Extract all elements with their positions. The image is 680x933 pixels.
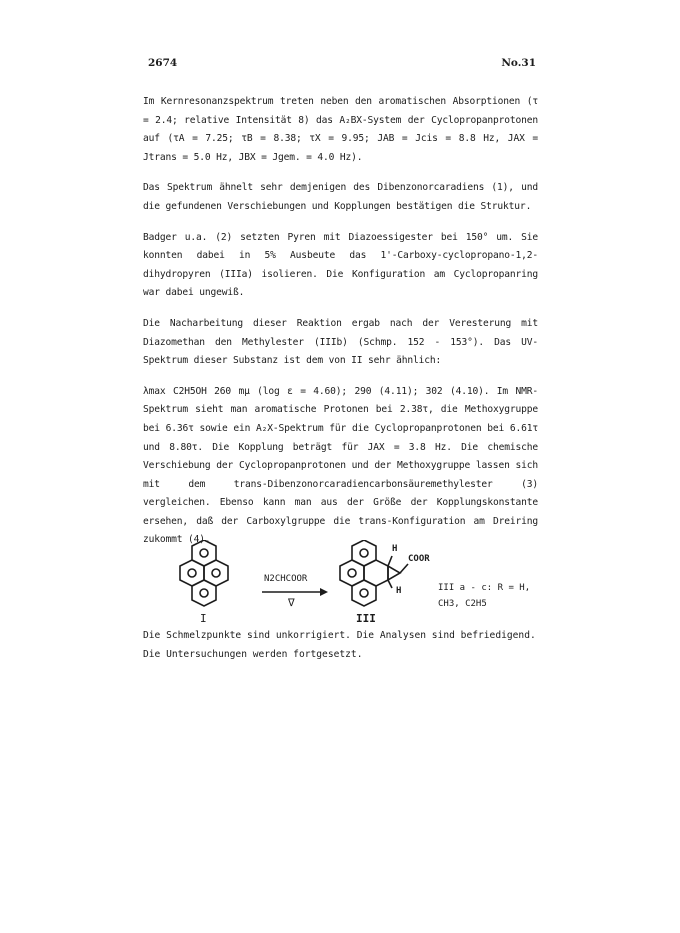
reagent-label: N2CHCOOR <box>264 574 308 584</box>
paragraph-uv: λmax C2H5OH 260 mμ (log ε = 4.60); 290 (4.11); 302 (4.10). Im NMR-Spektrum sieht man aromatische Protonen bei 2.38τ, die Methoxygruppe bei 6.36τ sowie ein A₂X-Spektrum für die Cyclopropanprotonen bei 6.61τ und 8.80τ. Die Kopplung beträgt für JAX = 3.8 Hz. Die chemische Verschiebung der Cyclopropanprotonen und der Methoxygruppe lassen sich mit dem trans-Dibenzonorcaradiencarbonsäuremethylester (3) vergleichen. Ebenso kann man aus der Größe der Kopplungskonstante ersehen, daß der Carboxylgruppe die trans-Konfiguration am Dreiring zukommt (4). <box>143 385 538 546</box>
product-structure <box>340 540 408 606</box>
paragraph-nmr: Im Kernresonanzspektrum treten neben den aromatischen Absorptionen (τ = 2.4; relative Intensität 8) das A₂BX-System der Cyclopropanprotonen auf (τA = 7.25; τB = 8.38; τX = 9.95; JAB = Jcis = 8.8 Hz, JAX = Jtrans = 5.0 Hz, JBX = Jgem. = 4.0 Hz). <box>143 96 538 163</box>
paragraph-spectrum: Das Spektrum ähnelt sehr demjenigen des Dibenzonorcaradiens (1), und die gefundenen Verschiebungen und Kopplungen bestätigen die Struktur. <box>143 182 538 212</box>
h-label-top: H <box>392 544 398 554</box>
footer-line-2: Die Untersuchungen werden fortgesetzt. <box>143 648 363 660</box>
paragraph-reaction: Die Nacharbeitung dieser Reaktion ergab nach der Veresterung mit Diazomethan den Methylester (IIIb) (Schmp. 152 - 153°). Das UV-Spektrum dieser Substanz ist dem von II sehr ähnlich: <box>143 317 538 367</box>
substituent-label: COOR <box>408 554 430 564</box>
variants-label: III a - c: R = H, CH3, C2H5 <box>438 583 531 609</box>
footer-line-1: Die Schmelzpunkte sind unkorrigiert. Die Analysen sind befriedigend. <box>143 630 536 641</box>
reactant-label: I <box>200 612 207 625</box>
pyrene-structure <box>180 540 228 606</box>
paragraph-badger: Badger u.a. (2) setzten Pyren mit Diazoessigester bei 150° um. Sie konnten dabei in 5% Ausbeute das 1'-Carboxy-cyclopropano-1,2-dihydropyren (IIIa) isolieren. Die Konfiguration am Cyclopropanring war dabei ungewiß. <box>143 231 538 299</box>
arrow-head <box>320 588 328 596</box>
article-body <box>143 93 538 562</box>
heat-symbol: ∇ <box>288 596 295 609</box>
footer-notes <box>143 627 538 664</box>
product-label: III <box>356 612 376 625</box>
h-label-bottom: H <box>396 586 402 596</box>
page-number: 2674 <box>148 57 178 69</box>
journal-number: No.31 <box>501 57 536 69</box>
